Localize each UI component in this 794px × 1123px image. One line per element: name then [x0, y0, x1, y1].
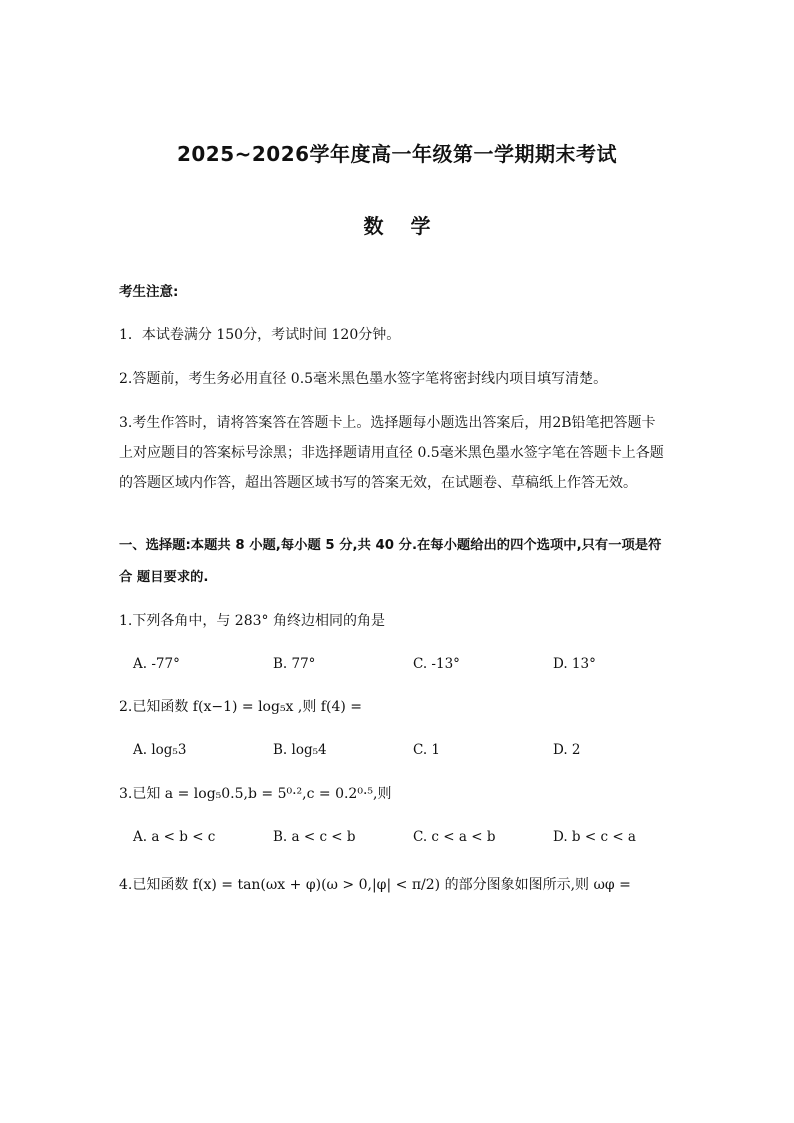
- subject-title: 数 学: [363, 214, 441, 238]
- question-1-stem: 1.下列各角中，与 283° 角终边相同的角是: [119, 613, 385, 629]
- question-2-stem: 2.已知函数 f(x−1) = log₅x ,则 f(4) =: [119, 699, 362, 715]
- question-2-option-c: C. 1: [413, 742, 441, 758]
- question-3-stem: 3.已知 a = log₅0.5,b = 5⁰·²,c = 0.2⁰·⁵,则: [119, 786, 392, 802]
- notice-item-3-line-1: 3.考生作答时，请将答案答在答题卡上。选择题每小题选出答案后，用2B铅笔把答题卡: [119, 415, 656, 431]
- question-1-option-d: D. 13°: [553, 656, 596, 672]
- question-1-option-b: B. 77°: [273, 656, 316, 672]
- notice-item-2: 2.答题前，考生务必用直径 0.5毫米黑色墨水签字笔将密封线内项目填写清楚。: [119, 371, 608, 387]
- question-3-option-a: A. a < b < c: [133, 829, 216, 845]
- notice-item-1: 1．本试卷满分 150分，考试时间 120分钟。: [119, 327, 401, 343]
- question-1-option-c: C. -13°: [413, 656, 460, 672]
- notice-heading: 考生注意:: [119, 284, 179, 300]
- question-2-option-d: D. 2: [553, 742, 581, 758]
- section-1-heading-cont: 合 题目要求的.: [119, 570, 209, 585]
- exam-title: 2025~2026学年度高一年级第一学期期末考试: [176, 142, 618, 166]
- notice-item-3-line-2: 上对应题目的答案标号涂黑；非选择题请用直径 0.5毫米黑色墨水签字笔在答题卡上各题: [119, 445, 664, 461]
- question-2-option-b: B. log₅4: [273, 742, 327, 758]
- notice-item-3-line-3: 的答题区域内作答，超出答题区域书写的答案无效，在试题卷、草稿纸上作答无效。: [119, 475, 637, 491]
- question-1-option-a: A. -77°: [133, 656, 180, 672]
- section-1-heading: 一、选择题:本题共 8 小题,每小题 5 分,共 40 分.在每小题给出的四个选项中,只有一项是符: [119, 538, 662, 553]
- question-3-option-c: C. c < a < b: [413, 829, 496, 845]
- question-3-option-b: B. a < c < b: [273, 829, 356, 845]
- question-4-stem: 4.已知函数 f(x) = tan(ωx + φ)(ω > 0,|φ| < π/2) 的部分图象如图所示,则 ωφ =: [119, 877, 631, 893]
- question-2-option-a: A. log₅3: [133, 742, 187, 758]
- question-3-option-d: D. b < c < a: [553, 829, 636, 845]
